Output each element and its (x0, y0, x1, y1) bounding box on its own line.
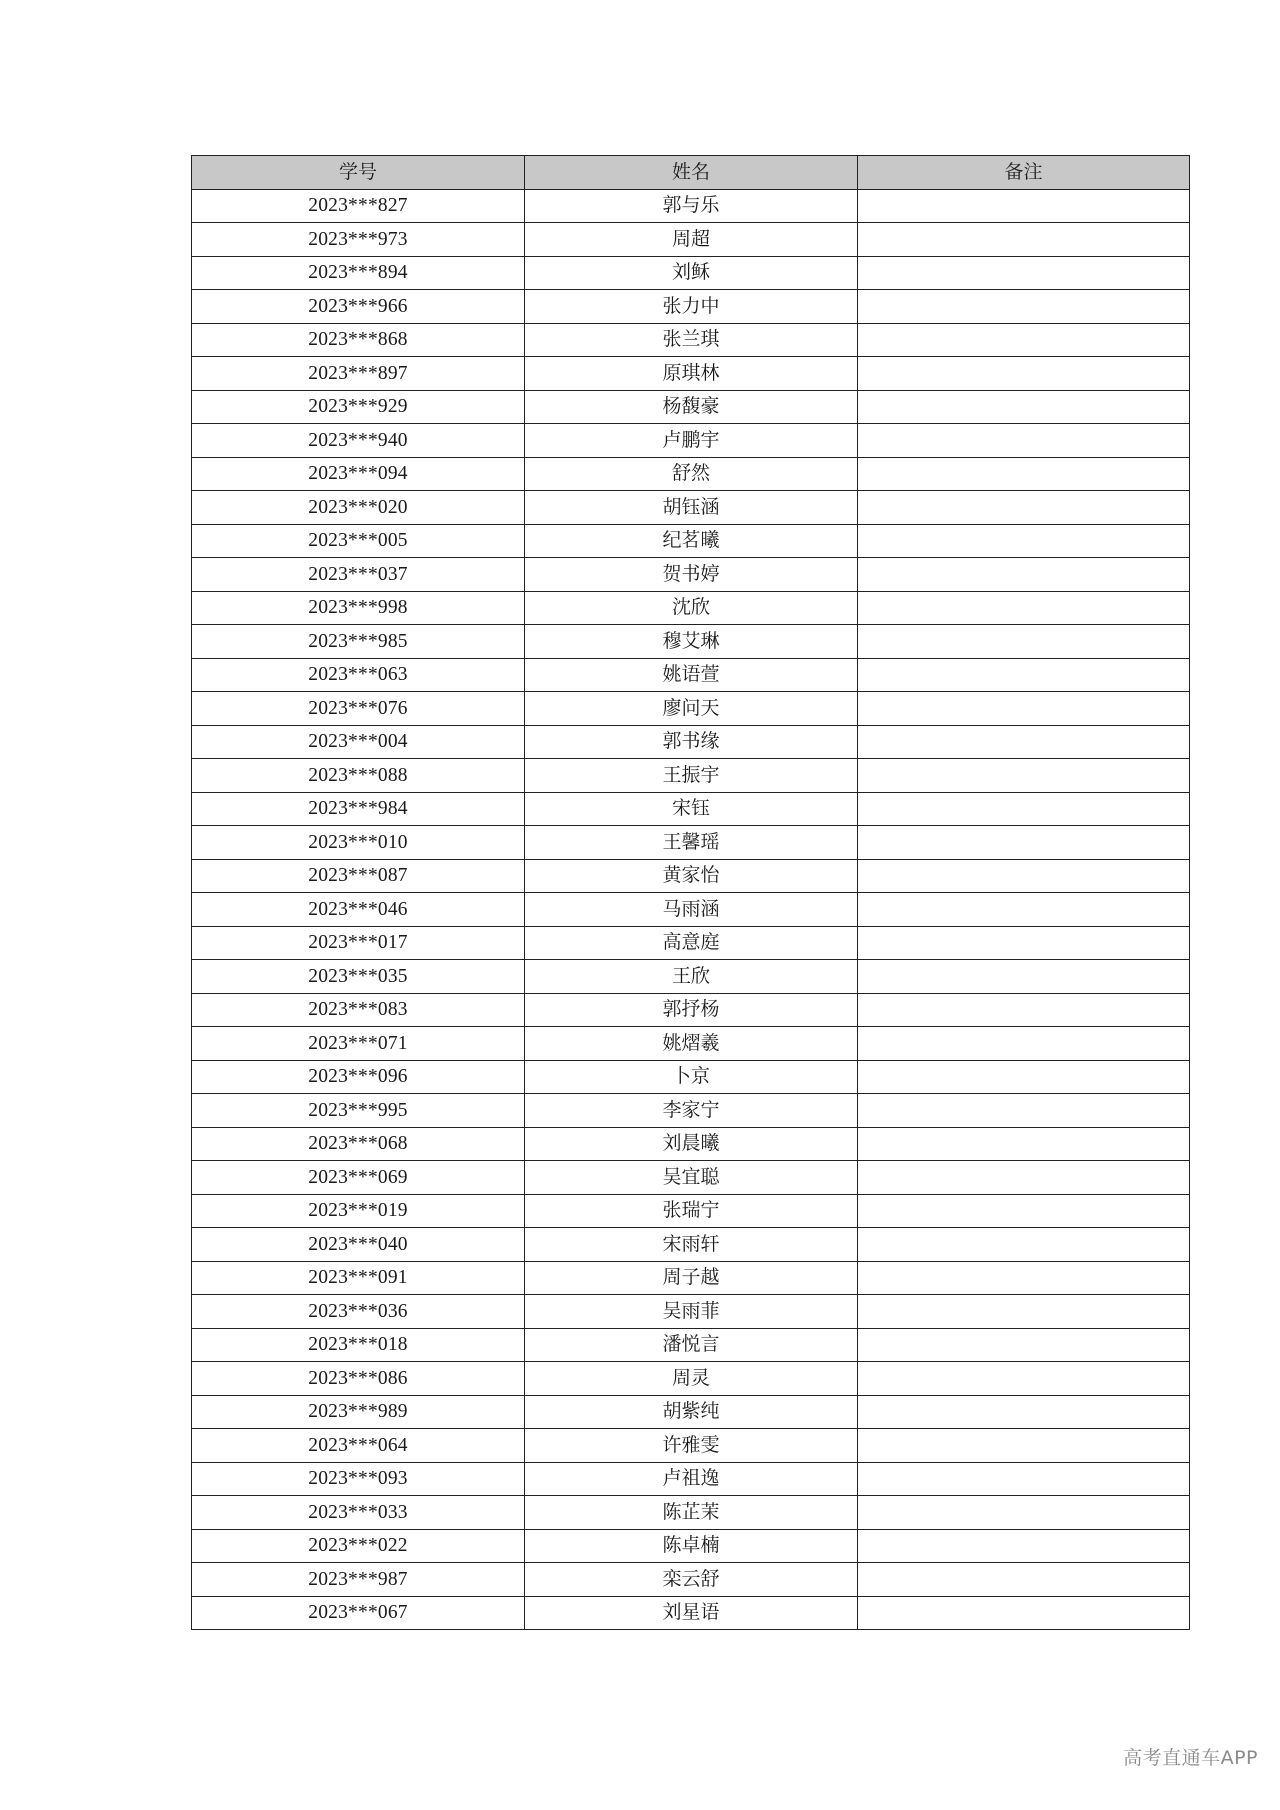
student-id-cell: 2023***064 (192, 1429, 525, 1463)
student-id-cell: 2023***987 (192, 1563, 525, 1597)
student-name-cell: 周子越 (525, 1261, 858, 1295)
remarks-cell (858, 491, 1190, 525)
student-name-cell: 沈欣 (525, 591, 858, 625)
remarks-cell (858, 1094, 1190, 1128)
table-row (192, 1261, 1190, 1295)
header-remarks: 备注 (858, 156, 1190, 190)
table-row (192, 759, 1190, 793)
student-name-cell: 陈芷茉 (525, 1496, 858, 1530)
remarks-cell (858, 1362, 1190, 1396)
remarks-cell (858, 424, 1190, 458)
student-name-cell: 陈卓楠 (525, 1529, 858, 1563)
student-id-cell: 2023***897 (192, 357, 525, 391)
remarks-cell (858, 1161, 1190, 1195)
table-row (192, 625, 1190, 659)
table-row (192, 457, 1190, 491)
table-row (192, 558, 1190, 592)
remarks-cell (858, 1194, 1190, 1228)
remarks-cell (858, 625, 1190, 659)
student-id-cell: 2023***033 (192, 1496, 525, 1530)
remarks-cell (858, 256, 1190, 290)
remarks-cell (858, 1328, 1190, 1362)
remarks-cell (858, 759, 1190, 793)
student-name-cell: 卢鹏宇 (525, 424, 858, 458)
table-row (192, 1596, 1190, 1630)
student-name-cell: 吴宜聪 (525, 1161, 858, 1195)
remarks-cell (858, 591, 1190, 625)
remarks-cell (858, 859, 1190, 893)
table-row (192, 1529, 1190, 1563)
student-name-cell: 周灵 (525, 1362, 858, 1396)
student-name-cell: 李家宁 (525, 1094, 858, 1128)
student-name-cell: 胡紫纯 (525, 1395, 858, 1429)
student-name-cell: 张兰琪 (525, 323, 858, 357)
remarks-cell (858, 1228, 1190, 1262)
student-id-cell: 2023***017 (192, 926, 525, 960)
student-id-cell: 2023***005 (192, 524, 525, 558)
remarks-cell (858, 1462, 1190, 1496)
header-row (192, 156, 1190, 190)
remarks-cell (858, 826, 1190, 860)
remarks-cell (858, 658, 1190, 692)
student-name-cell: 郭书缘 (525, 725, 858, 759)
table-row (192, 524, 1190, 558)
table-row (192, 591, 1190, 625)
student-id-cell: 2023***046 (192, 893, 525, 927)
student-id-cell: 2023***040 (192, 1228, 525, 1262)
remarks-cell (858, 357, 1190, 391)
table-row (192, 189, 1190, 223)
remarks-cell (858, 290, 1190, 324)
student-id-cell: 2023***093 (192, 1462, 525, 1496)
student-id-cell: 2023***087 (192, 859, 525, 893)
student-name-cell: 王馨瑶 (525, 826, 858, 860)
header-student-id: 学号 (192, 156, 525, 190)
student-id-cell: 2023***004 (192, 725, 525, 759)
watermark-text: 高考直通车APP (1123, 1747, 1258, 1769)
student-id-cell: 2023***067 (192, 1596, 525, 1630)
table-row (192, 1127, 1190, 1161)
student-name-cell: 黄家怡 (525, 859, 858, 893)
remarks-cell (858, 1395, 1190, 1429)
remarks-cell (858, 893, 1190, 927)
table-row (192, 826, 1190, 860)
student-name-cell: 杨馥豪 (525, 390, 858, 424)
student-name-cell: 王振宇 (525, 759, 858, 793)
table-row (192, 692, 1190, 726)
table-row (192, 960, 1190, 994)
student-name-cell: 穆艾琳 (525, 625, 858, 659)
student-id-cell: 2023***071 (192, 1027, 525, 1061)
student-id-cell: 2023***019 (192, 1194, 525, 1228)
student-id-cell: 2023***094 (192, 457, 525, 491)
table-header (192, 156, 1190, 190)
student-id-cell: 2023***966 (192, 290, 525, 324)
table-row (192, 223, 1190, 257)
table-row (192, 1228, 1190, 1262)
table-body (192, 189, 1190, 1630)
remarks-cell (858, 223, 1190, 257)
remarks-cell (858, 457, 1190, 491)
student-name-cell: 廖问天 (525, 692, 858, 726)
table-row (192, 1094, 1190, 1128)
table-row (192, 1395, 1190, 1429)
student-id-cell: 2023***068 (192, 1127, 525, 1161)
student-id-cell: 2023***063 (192, 658, 525, 692)
table-row (192, 390, 1190, 424)
student-id-cell: 2023***069 (192, 1161, 525, 1195)
remarks-cell (858, 524, 1190, 558)
table-row (192, 424, 1190, 458)
table-row (192, 993, 1190, 1027)
student-name-cell: 纪茗曦 (525, 524, 858, 558)
remarks-cell (858, 558, 1190, 592)
student-id-cell: 2023***018 (192, 1328, 525, 1362)
table-row (192, 1328, 1190, 1362)
student-name-cell: 姚语萱 (525, 658, 858, 692)
student-name-cell: 吴雨菲 (525, 1295, 858, 1329)
table-row (192, 1429, 1190, 1463)
student-id-cell: 2023***076 (192, 692, 525, 726)
student-id-cell: 2023***868 (192, 323, 525, 357)
remarks-cell (858, 725, 1190, 759)
table-row (192, 256, 1190, 290)
student-name-cell: 刘晨曦 (525, 1127, 858, 1161)
student-name-cell: 卢祖逸 (525, 1462, 858, 1496)
remarks-cell (858, 792, 1190, 826)
table-row (192, 1563, 1190, 1597)
remarks-cell (858, 1060, 1190, 1094)
student-name-cell: 马雨涵 (525, 893, 858, 927)
table-row (192, 1161, 1190, 1195)
student-id-cell: 2023***088 (192, 759, 525, 793)
remarks-cell (858, 993, 1190, 1027)
remarks-cell (858, 390, 1190, 424)
student-id-cell: 2023***894 (192, 256, 525, 290)
student-name-cell: 高意庭 (525, 926, 858, 960)
student-name-cell: 王欣 (525, 960, 858, 994)
remarks-cell (858, 1127, 1190, 1161)
table-row (192, 893, 1190, 927)
student-id-cell: 2023***940 (192, 424, 525, 458)
table-row (192, 926, 1190, 960)
student-id-cell: 2023***091 (192, 1261, 525, 1295)
student-name-cell: 胡钰涵 (525, 491, 858, 525)
table-row (192, 491, 1190, 525)
remarks-cell (858, 1496, 1190, 1530)
student-id-cell: 2023***827 (192, 189, 525, 223)
table-row (192, 323, 1190, 357)
student-id-cell: 2023***973 (192, 223, 525, 257)
student-name-cell: 宋钰 (525, 792, 858, 826)
table-row (192, 859, 1190, 893)
table-row (192, 290, 1190, 324)
student-name-cell: 贺书婷 (525, 558, 858, 592)
student-name-cell: 刘星语 (525, 1596, 858, 1630)
student-name-cell: 张力中 (525, 290, 858, 324)
student-id-cell: 2023***022 (192, 1529, 525, 1563)
header-name: 姓名 (525, 156, 858, 190)
remarks-cell (858, 960, 1190, 994)
remarks-cell (858, 926, 1190, 960)
student-id-cell: 2023***989 (192, 1395, 525, 1429)
student-id-cell: 2023***010 (192, 826, 525, 860)
remarks-cell (858, 1429, 1190, 1463)
student-id-cell: 2023***035 (192, 960, 525, 994)
table-row (192, 1496, 1190, 1530)
remarks-cell (858, 189, 1190, 223)
student-id-cell: 2023***995 (192, 1094, 525, 1128)
remarks-cell (858, 1529, 1190, 1563)
remarks-cell (858, 692, 1190, 726)
table-row (192, 725, 1190, 759)
student-id-cell: 2023***036 (192, 1295, 525, 1329)
student-name-cell: 郭与乐 (525, 189, 858, 223)
remarks-cell (858, 1295, 1190, 1329)
remarks-cell (858, 1596, 1190, 1630)
student-name-cell: 张瑞宁 (525, 1194, 858, 1228)
student-id-cell: 2023***096 (192, 1060, 525, 1094)
student-name-cell: 宋雨轩 (525, 1228, 858, 1262)
table-row (192, 1194, 1190, 1228)
remarks-cell (858, 1563, 1190, 1597)
student-id-cell: 2023***998 (192, 591, 525, 625)
student-name-cell: 原琪林 (525, 357, 858, 391)
student-name-cell: 许雅雯 (525, 1429, 858, 1463)
table-row (192, 1362, 1190, 1396)
remarks-cell (858, 323, 1190, 357)
remarks-cell (858, 1261, 1190, 1295)
student-name-cell: 栾云舒 (525, 1563, 858, 1597)
student-name-cell: 潘悦言 (525, 1328, 858, 1362)
student-id-cell: 2023***984 (192, 792, 525, 826)
table-row (192, 1462, 1190, 1496)
student-id-cell: 2023***985 (192, 625, 525, 659)
student-id-cell: 2023***929 (192, 390, 525, 424)
student-name-cell: 卜京 (525, 1060, 858, 1094)
student-id-cell: 2023***037 (192, 558, 525, 592)
student-name-cell: 舒然 (525, 457, 858, 491)
remarks-cell (858, 1027, 1190, 1061)
student-roster-table (191, 155, 1190, 1630)
student-name-cell: 郭抒杨 (525, 993, 858, 1027)
student-id-cell: 2023***083 (192, 993, 525, 1027)
table-row (192, 1027, 1190, 1061)
student-name-cell: 周超 (525, 223, 858, 257)
table-row (192, 792, 1190, 826)
student-name-cell: 姚熠羲 (525, 1027, 858, 1061)
student-id-cell: 2023***086 (192, 1362, 525, 1396)
table-row (192, 1060, 1190, 1094)
table-row (192, 1295, 1190, 1329)
table-row (192, 357, 1190, 391)
student-name-cell: 刘稣 (525, 256, 858, 290)
student-id-cell: 2023***020 (192, 491, 525, 525)
table-row (192, 658, 1190, 692)
